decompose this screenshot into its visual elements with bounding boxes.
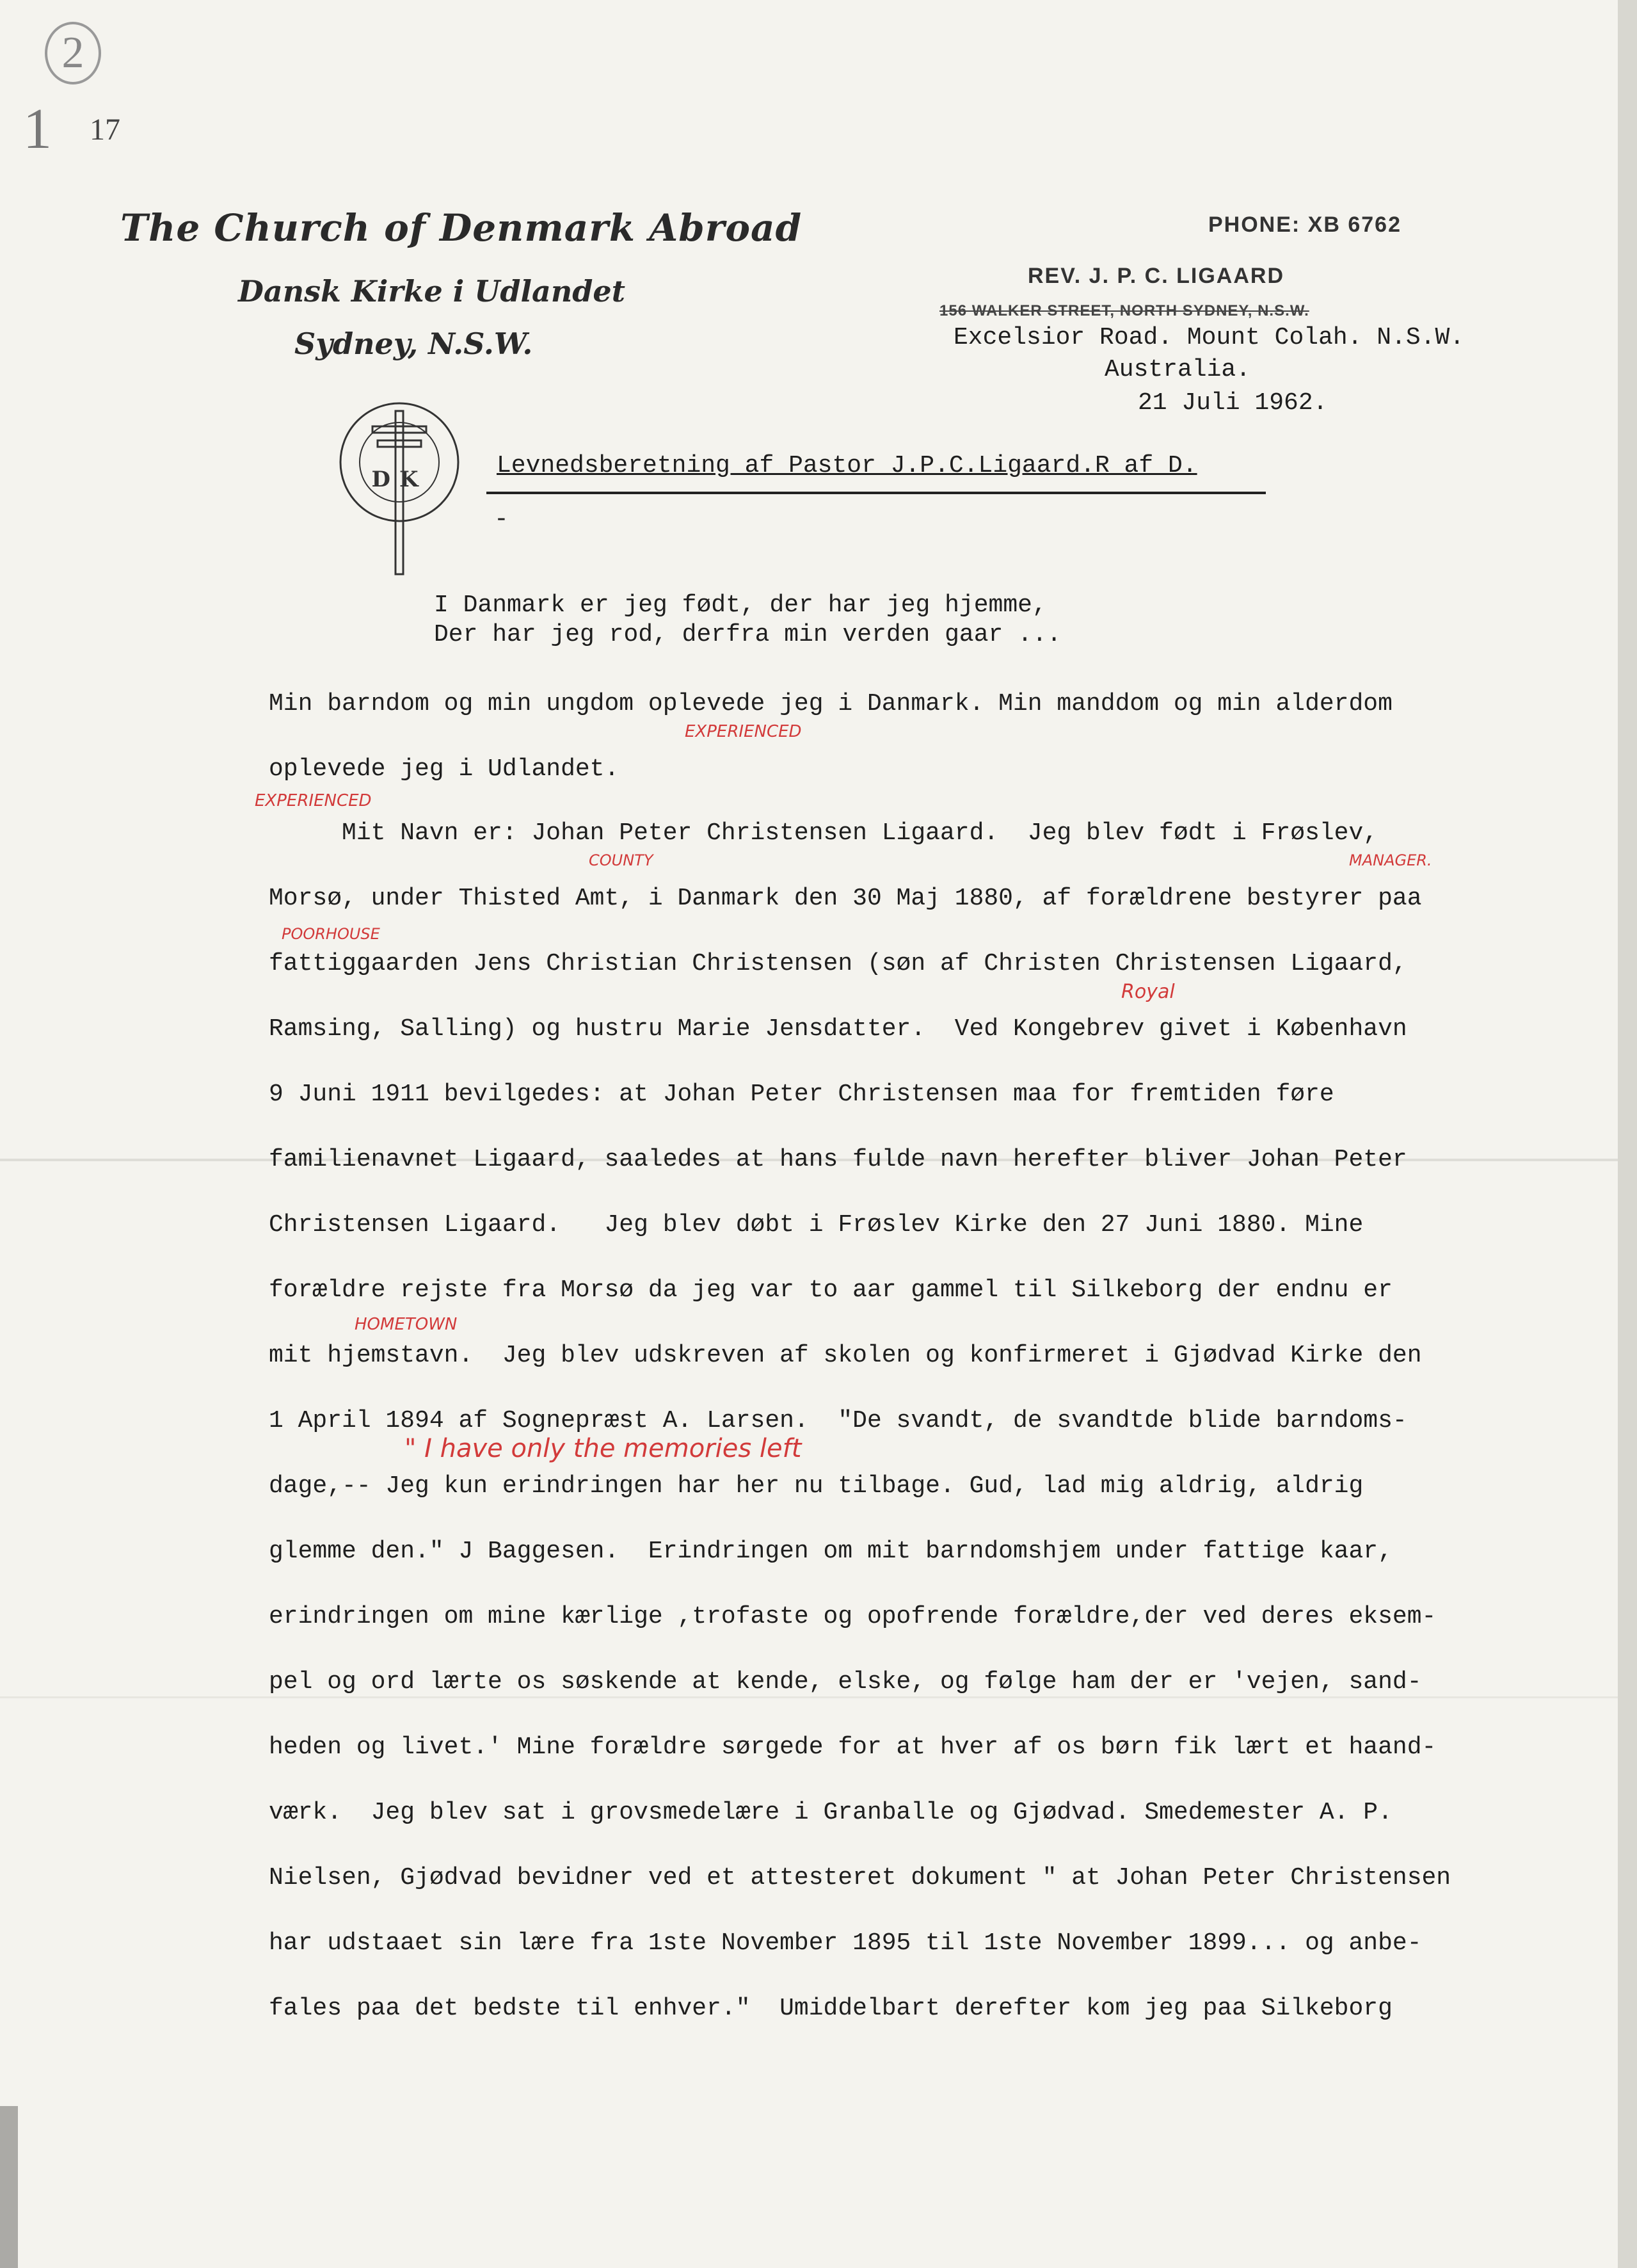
letterhead-subtitle: Dansk Kirke i Udlandet xyxy=(238,274,625,309)
address-line-2: Australia. xyxy=(1105,356,1251,383)
body-line: 9 Juni 1911 bevilgedes: at Johan Peter Christensen maa for fremtiden føre xyxy=(269,1081,1334,1108)
annotation-memories: " I have only the memories left xyxy=(404,1434,802,1463)
heading-dash: - xyxy=(494,506,509,533)
corner-mark: 1 xyxy=(23,97,52,161)
poem-line-2: Der har jeg rod, derfra min verden gaar ... xyxy=(434,621,1062,648)
body-line: familienavnet Ligaard, saaledes at hans fulde navn herefter bliver Johan Peter xyxy=(269,1146,1407,1173)
heading-underline xyxy=(486,492,1266,494)
church-seal-logo xyxy=(333,398,466,577)
body-line: Mit Navn er: Johan Peter Christensen Ligaard. Jeg blev født i Frøslev, xyxy=(269,819,1378,847)
page-number: 2 xyxy=(45,22,101,84)
annotation-hometown: HOMETOWN xyxy=(355,1315,458,1334)
annotation-royal: Royal xyxy=(1121,981,1175,1003)
letterhead-city: Sydney, N.S.W. xyxy=(294,326,533,361)
body-line: Morsø, under Thisted Amt, i Danmark den 30 Maj 1880, af forældrene bestyrer paa xyxy=(269,885,1422,912)
body-line: værk. Jeg blev sat i grovsmedelære i Granballe og Gjødvad. Smedemester A. P. xyxy=(269,1799,1393,1826)
body-line: har udstaaet sin lære fra 1ste November 1895 til 1ste November 1899... og anbe- xyxy=(269,1929,1422,1957)
annotation-experienced-2: EXPERIENCED xyxy=(255,791,372,810)
body-line: mit hjemstavn. Jeg blev udskreven af skolen og konfirmeret i Gjødvad Kirke den xyxy=(269,1342,1422,1369)
annotation-manager: MANAGER. xyxy=(1349,851,1432,869)
body-line: Christensen Ligaard. Jeg blev døbt i Frøslev Kirke den 27 Juni 1880. Mine xyxy=(269,1211,1364,1239)
phone-number: PHONE: XB 6762 xyxy=(1208,213,1401,237)
body-line: heden og livet.' Mine forældre sørgede for at hver af os børn fik lært et haand- xyxy=(269,1733,1437,1761)
seal-letters: DK xyxy=(371,467,427,492)
body-line: oplevede jeg i Udlandet. xyxy=(269,755,619,783)
body-line: fales paa det bedste til enhver." Umiddelbart derefter kom jeg paa Silkeborg xyxy=(269,1995,1393,2022)
scan-edge xyxy=(1618,0,1637,2268)
annotation-experienced-1: EXPERIENCED xyxy=(685,722,802,741)
paper-fold-lower xyxy=(0,1696,1637,1698)
body-line: Ramsing, Salling) og hustru Marie Jensdatter. Ved Kongebrev givet i København xyxy=(269,1015,1407,1043)
letter-date: 21 Juli 1962. xyxy=(1138,389,1328,417)
document-heading: Levnedsberetning af Pastor J.P.C.Ligaard.R af D. xyxy=(497,452,1197,479)
corner-mark-2: 17 xyxy=(90,113,120,147)
body-line: dage,-- Jeg kun erindringen har her nu tilbage. Gud, lad mig aldrig, aldrig xyxy=(269,1472,1364,1500)
annotation-poorhouse: POORHOUSE xyxy=(282,925,380,943)
body-line: erindringen om mine kærlige ,trofaste og opofrende forældre,der ved deres eksem- xyxy=(269,1603,1437,1630)
body-line: forældre rejste fra Morsø da jeg var to aar gammel til Silkeborg der endnu er xyxy=(269,1276,1393,1304)
letterhead-title: The Church of Denmark Abroad xyxy=(120,206,803,250)
body-line: Nielsen, Gjødvad bevidner ved et attesteret dokument " at Johan Peter Christensen xyxy=(269,1864,1451,1892)
reverend-name: REV. J. P. C. LIGAARD xyxy=(1028,264,1284,288)
body-line: fattiggaarden Jens Christian Christensen (søn af Christen Christensen Ligaard, xyxy=(269,950,1407,977)
annotation-county: COUNTY xyxy=(589,851,653,869)
address-line-1: Excelsior Road. Mount Colah. N.S.W. xyxy=(954,324,1465,351)
body-line: pel og ord lærte os søskende at kende, elske, og følge ham der er 'vejen, sand- xyxy=(269,1668,1422,1696)
poem-line-1: I Danmark er jeg født, der har jeg hjemme, xyxy=(434,591,1047,619)
old-street-address: 156 WALKER STREET, NORTH SYDNEY, N.S.W. xyxy=(939,302,1309,319)
scan-noise xyxy=(0,2106,18,2268)
body-line: Min barndom og min ungdom oplevede jeg i Danmark. Min manddom og min alderdom xyxy=(269,690,1393,718)
body-line: glemme den." J Baggesen. Erindringen om mit barndomshjem under fattige kaar, xyxy=(269,1538,1393,1565)
body-line: 1 April 1894 af Sognepræst A. Larsen. "De svandt, de svandtde blide barndoms- xyxy=(269,1407,1407,1435)
